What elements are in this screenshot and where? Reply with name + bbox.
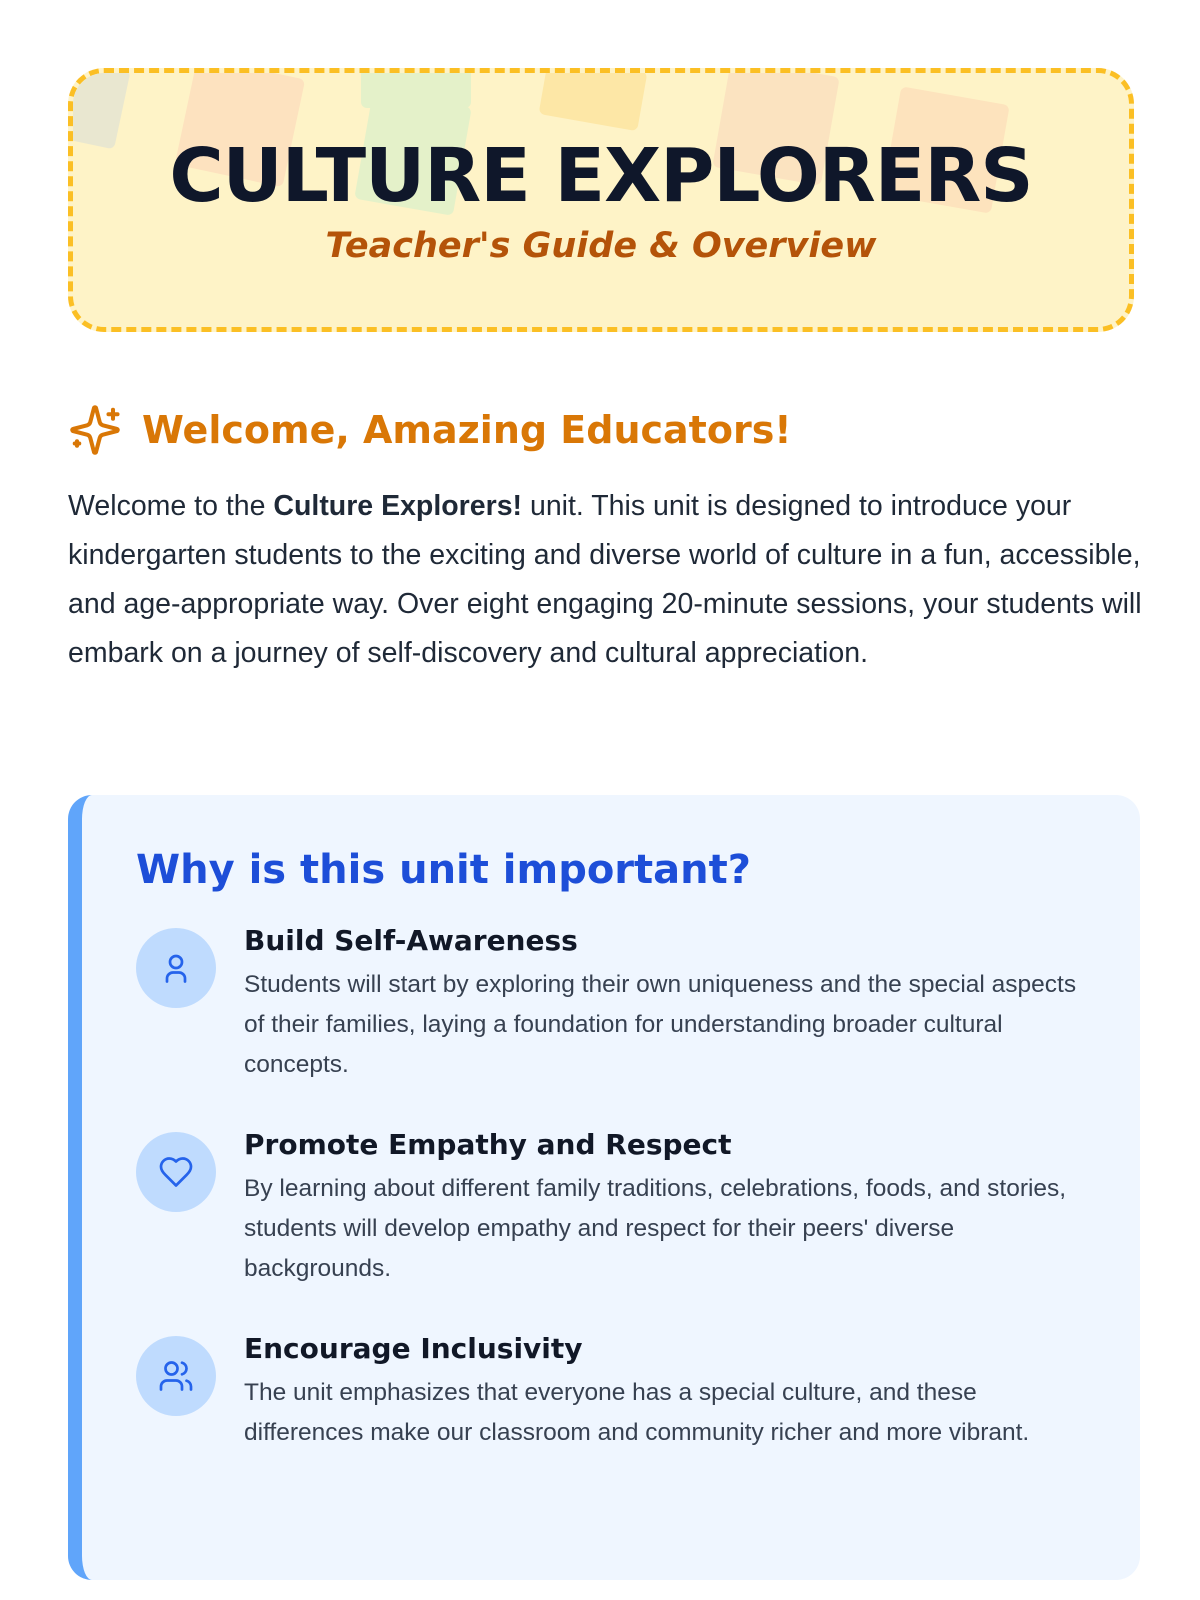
item-title: Encourage Inclusivity <box>244 1332 583 1365</box>
intro-text-continued: unit. This unit is designed to introduce your kindergarten students to the exciting and diverse world of culture in a fun, accessible, and age-appropriate way. Over eight engaging 20-minute sessions, your students will embark on a journey of self-discovery and cultural appreciation. <box>68 490 1142 669</box>
item-description: Students will start by exploring their own uniqueness and the special aspects of their families, laying a foundation for understanding broader cultural concepts. <box>244 971 1077 1078</box>
sparkle-icon <box>68 403 122 457</box>
item-description: By learning about different family traditions, celebrations, foods, and stories, students will develop empathy and respect for their peers' diverse backgrounds. <box>244 1175 1067 1282</box>
intro-text: Welcome to the <box>68 490 274 522</box>
users-icon <box>136 1336 216 1416</box>
importance-title: Why is this unit important? <box>136 847 751 893</box>
decorative-square <box>539 68 648 131</box>
item-title: Build Self-Awareness <box>244 924 578 957</box>
importance-card <box>68 795 1140 1580</box>
user-icon <box>136 928 216 1008</box>
hero-banner <box>68 68 1134 332</box>
page-title: CULTURE EXPLORERS <box>169 133 1033 219</box>
item-title: Promote Empathy and Respect <box>244 1128 732 1161</box>
welcome-heading <box>68 400 792 460</box>
item-description: The unit emphasizes that everyone has a special culture, and these differences make our classroom and community richer and more vibrant. <box>244 1379 1030 1446</box>
welcome-paragraph <box>68 482 1148 678</box>
welcome-title: Welcome, Amazing Educators! <box>142 408 792 452</box>
heart-icon <box>136 1132 216 1212</box>
unit-name: Culture Explorers! <box>273 490 523 522</box>
page-subtitle: Teacher's Guide & Overview <box>325 226 877 266</box>
